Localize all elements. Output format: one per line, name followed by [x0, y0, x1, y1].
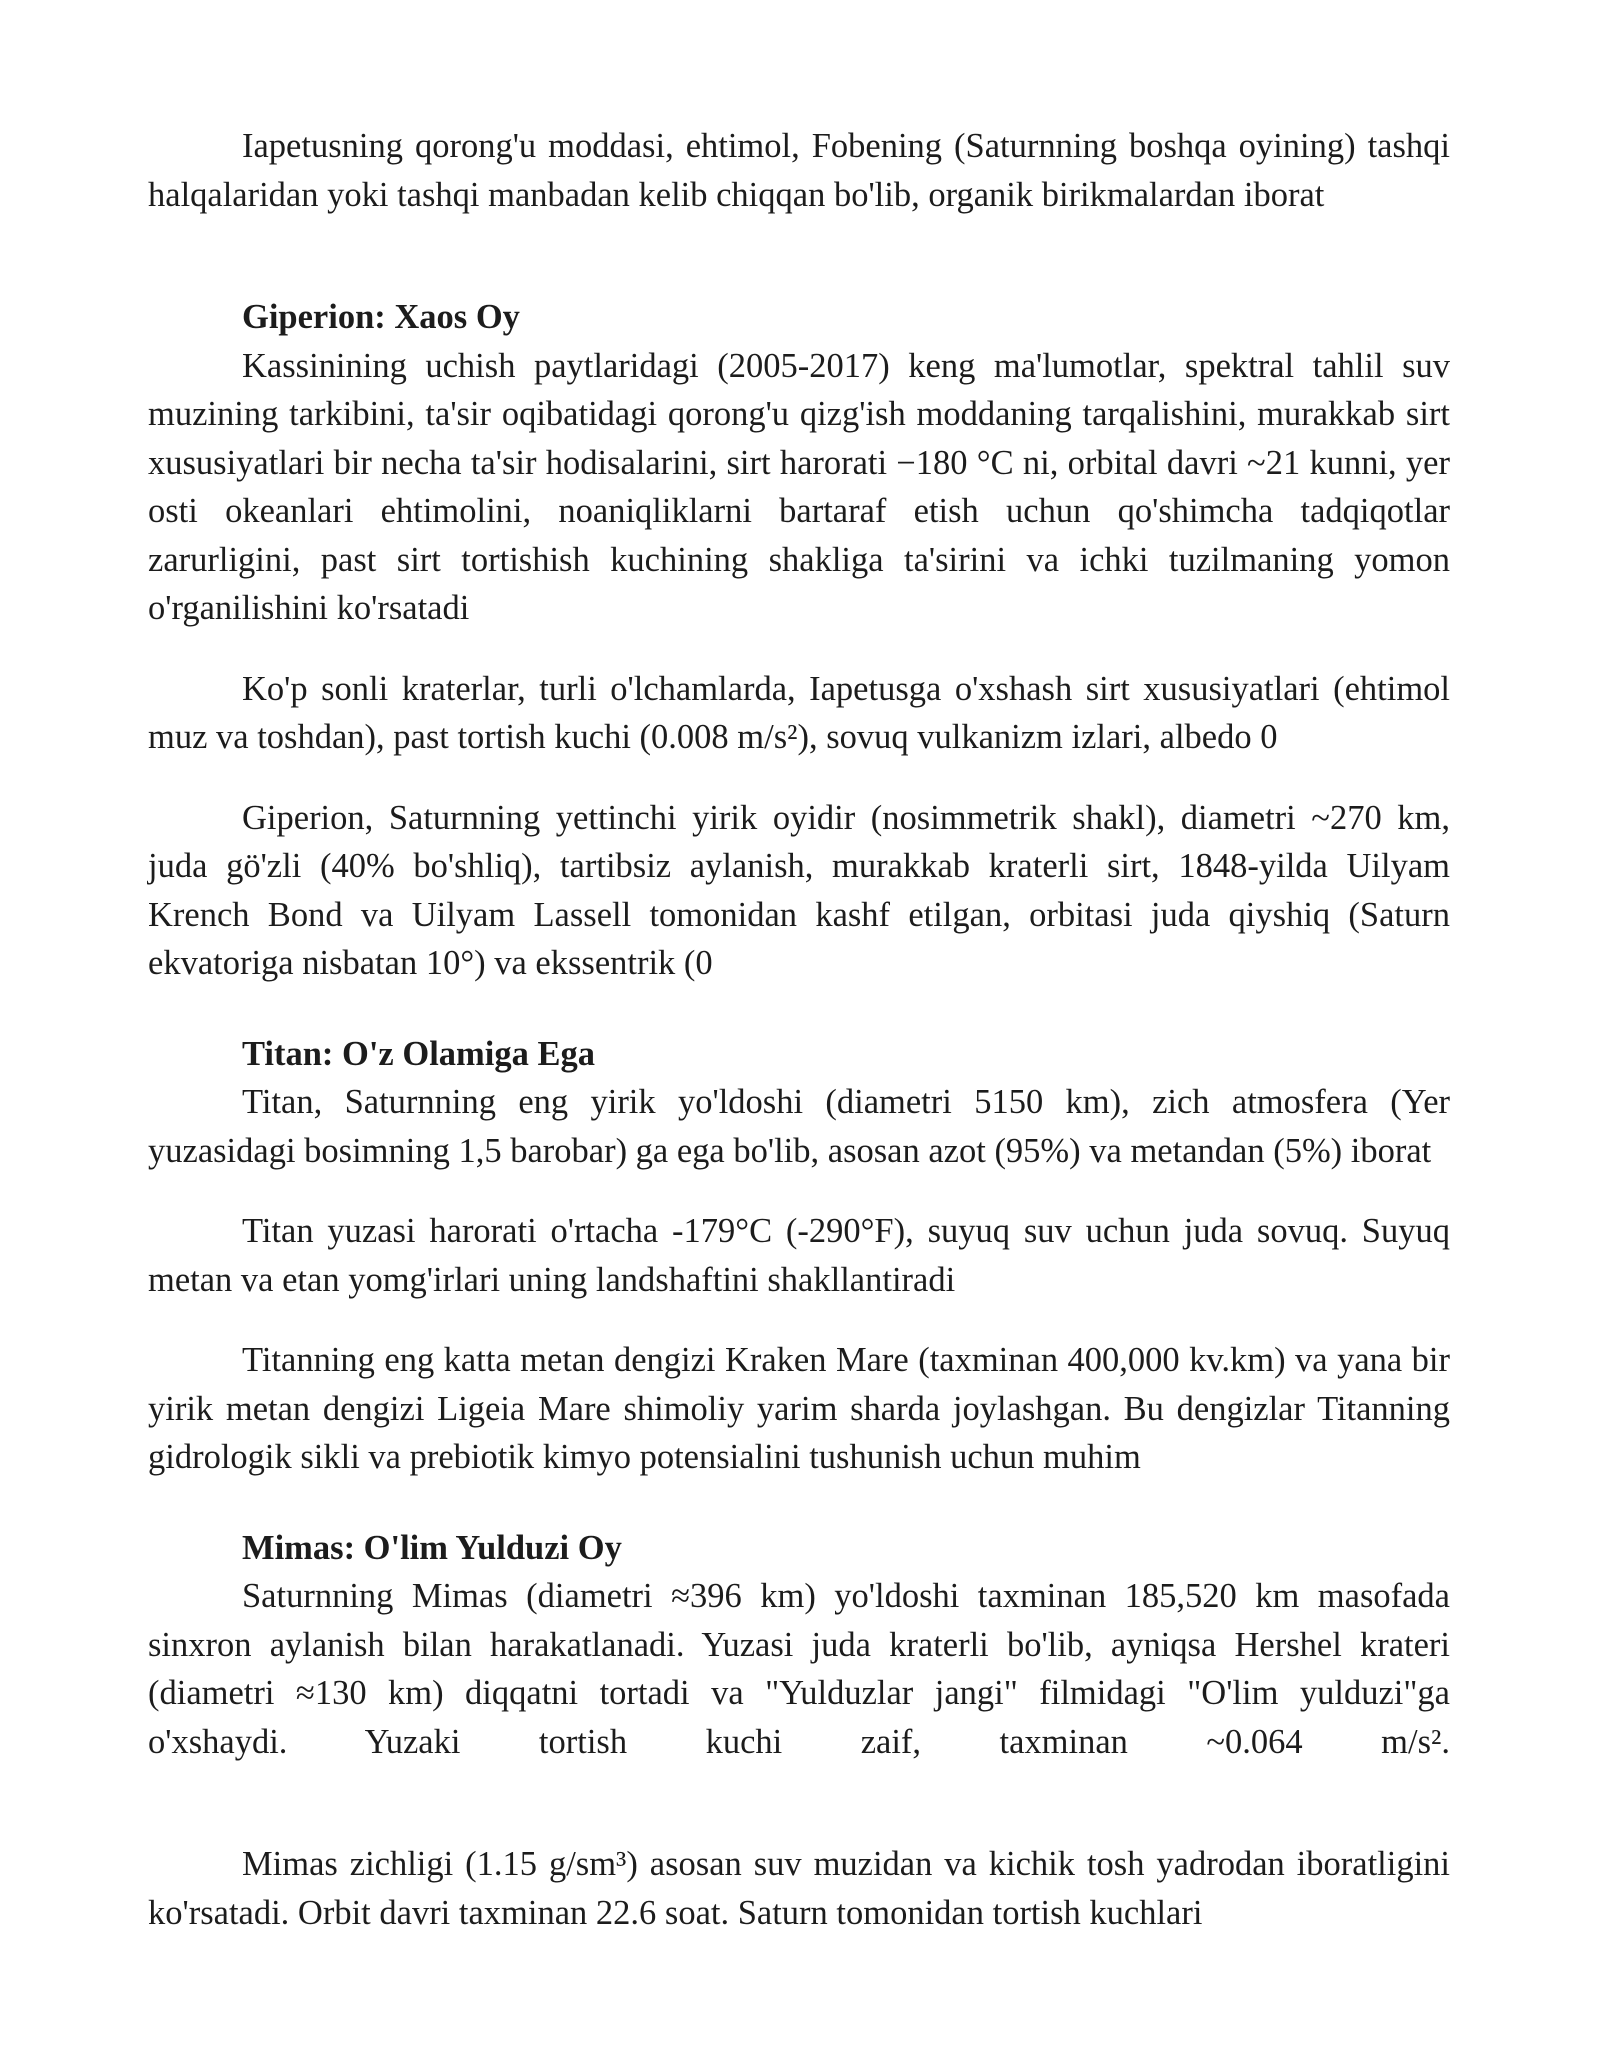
- paragraph-titan-seas: Titanning eng katta metan dengizi Kraken Mare (taxminan 400,000 kv.km) va yana bir yirik metan dengizi Ligeia Mare shimoliy yarim sharda joylashgan. Bu dengizlar Titanning gidrologik sikli va prebiotik kimyo potensialini tushunish uchun muhim: [148, 1341, 1450, 1476]
- heading-mimas: Mimas: O'lim Yulduzi Oy: [242, 1528, 622, 1567]
- heading-titan: Titan: O'z Olamiga Ega: [242, 1034, 596, 1073]
- paragraph-titan-temperature: Titan yuzasi harorati o'rtacha -179°C (-290°F), suyuq suv uchun juda sovuq. Suyuq metan va etan yomg'irlari uning landshaftini shakllantiradi: [148, 1212, 1450, 1299]
- paragraph-hyperion-description: Giperion, Saturnning yettinchi yirik oyidir (nosimmetrik shakl), diametri ~270 km, juda gö'zli (40% bo'shliq), tartibsiz aylanish, murakkab kraterli sirt, 1848-yilda Uilyam Krench Bond va Uilyam Lassell tomonidan kashf etilgan, orbitasi juda qiyshiq (Saturn ekvatoriga nisbatan 10°) va ekssentrik (0: [148, 798, 1450, 982]
- heading-hyperion: Giperion: Xaos Oy: [242, 298, 520, 336]
- paragraph-hyperion-cassini-data: Kassinining uchish paytlaridagi (2005-2017) keng ma'lumotlar, spektral tahlil suv muzining tarkibini, ta'sir oqibatidagi qorong'u qizg'ish moddaning tarqalishini, murakkab sirt xususiyatlari bir necha ta'sir hodisalarini, sirt harorati −180 °C ni, orbital davri ~21 kunni, yer osti okeanlari ehtimolini, noaniqliklarni bartaraf etish uchun qo'shimcha tadqiqotlar zarurligini, past sirt tortishish kuchining shakliga ta'sirini va ichki tuzilmaning yomon o'rganilishini ko'rsatadi: [148, 346, 1450, 627]
- paragraph-hyperion-craters: Ko'p sonli kraterlar, turli o'lchamlarda, Iapetusga o'xshash sirt xususiyatlari (ehtimol muz va toshdan), past tortish kuchi (0.008 m/s²), sovuq vulkanizm izlari, albedo 0: [148, 669, 1450, 756]
- paragraph-mimas-density: Mimas zichligi (1.15 g/sm³) asosan suv muzidan va kichik tosh yadrodan iboratligini ko'rsatadi. Orbit davri taxminan 22.6 soat. Saturn tomonidan tortish kuchlari: [148, 1845, 1450, 1932]
- paragraph-mimas-orbit: Saturnning Mimas (diametri ≈396 km) yo'ldoshi taxminan 185,520 km masofada sinxron aylanish bilan harakatlanadi. Yuzasi juda kraterli bo'lib, ayniqsa Hershel krateri (diametri ≈130 km) diqqatni tortadi va "Yulduzlar jangi" filmidagi "O'lim yulduzi"ga o'xshaydi. Yuzaki tortish kuchi zaif, taxminan ~0.064 m/s².: [148, 1577, 1450, 1761]
- paragraph-iapetus-dark-material: Iapetusning qorong'u moddasi, ehtimol, Fobening (Saturnning boshqa oyining) tashqi halqalaridan yoki tashqi manbadan kelib chiqqan bo'lib, organik birikmalardan iborat: [148, 127, 1450, 214]
- paragraph-titan-atmosphere: Titan, Saturnning eng yirik yo'ldoshi (diametri 5150 km), zich atmosfera (Yer yuzasidagi bosimning 1,5 barobar) ga ega bo'lib, asosan azot (95%) va metandan (5%) iborat: [148, 1083, 1450, 1170]
- document-page: [148, 122, 1450, 1937]
